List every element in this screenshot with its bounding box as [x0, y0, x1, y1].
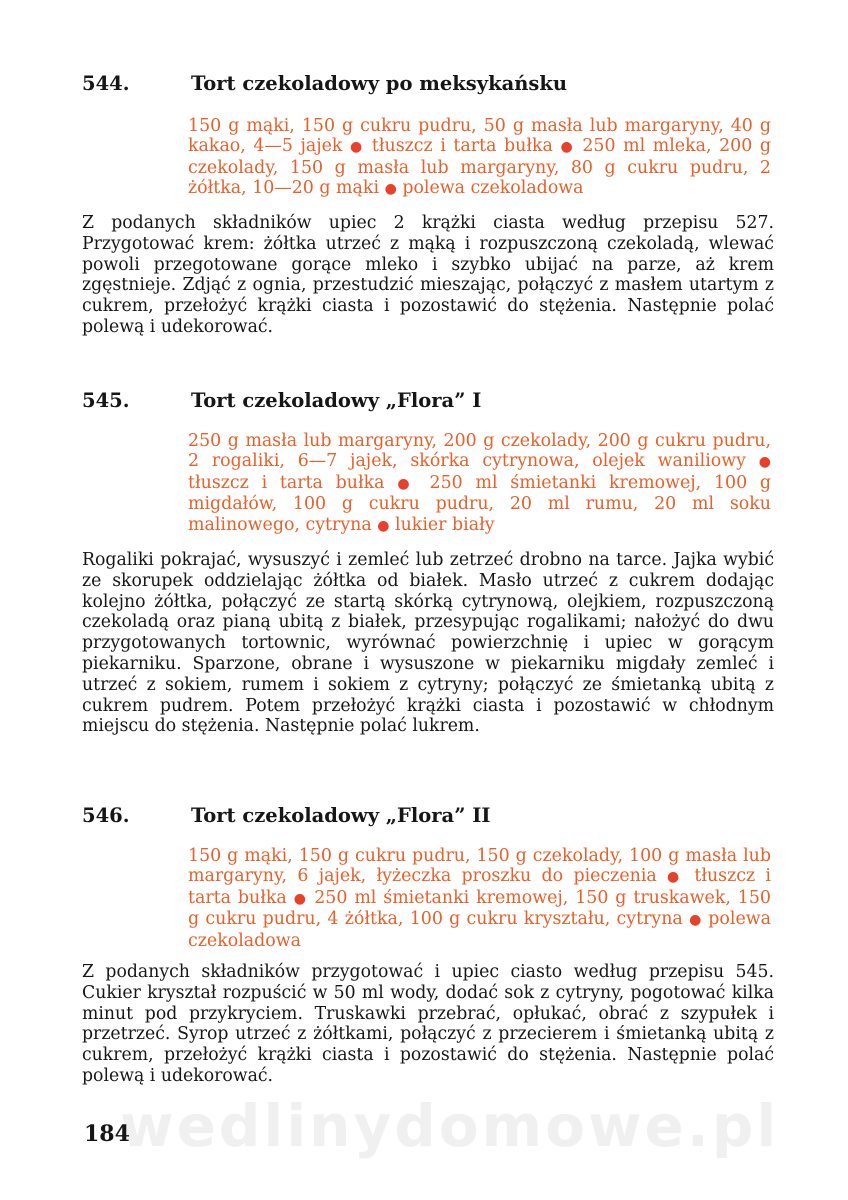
- recipe-title: Tort czekoladowy po meksykańsku: [191, 72, 568, 95]
- bullet-icon: ●: [689, 912, 703, 929]
- method-text: [82, 550, 774, 737]
- method-text: [82, 962, 774, 1087]
- ingredient-group: polewa czekoladowa: [402, 178, 584, 199]
- ingredient-group: tłuszcz i tarta bułka: [188, 472, 385, 493]
- recipe-title: Tort czekoladowy „Flora” I: [191, 389, 482, 412]
- ingredient-group: 250 ml śmietanki kremowej, 150 g truskawek, 150 g cukru pudru, 4 żółtka, 100 g cukru kryształu, cytryna: [188, 887, 771, 930]
- ingredient-group: tłuszcz i tarta bułka: [188, 866, 771, 908]
- ingredients-list: [188, 846, 771, 951]
- ingredient-group: tłuszcz i tarta bułka: [371, 136, 553, 157]
- recipe-number: 546.: [82, 804, 130, 827]
- bullet-icon: ●: [377, 517, 390, 534]
- ingredient-group: lukier biały: [395, 514, 495, 535]
- ingredients-list: [188, 431, 771, 536]
- bullet-icon: ●: [560, 139, 575, 156]
- method-paragraph: Z podanych składników upiec 2 krążki ciasta według przepisu 527. Przygotować krem: żółtka utrzeć z mąką i rozpuszczoną czekoladą, wlewać powoli przegotowane gorące mleko i szybko ubijać na parze, aż krem zgęstnieje. Zdjąć z ognia, przestudzić mieszając, połączyć z masłem utartym z cukrem, przełożyć krążki ciasta i pozostawić do stężenia. Następnie polać polewą i udekorować.: [82, 213, 774, 337]
- bullet-icon: ●: [667, 869, 685, 886]
- bullet-icon: ●: [350, 139, 365, 156]
- bullet-icon: ●: [758, 454, 771, 471]
- method-text: [82, 213, 774, 338]
- bullet-icon: ●: [293, 890, 308, 907]
- ingredient-group: 250 g masła lub margaryny, 200 g czekolady, 200 g cukru pudru, 2 rogaliki, 6—7 jajek, skórka cytrynowa, olejek waniliowy: [188, 431, 771, 472]
- site-watermark: wedlinydomowe.pl: [120, 1092, 780, 1160]
- recipe-title: Tort czekoladowy „Flora” II: [191, 804, 491, 827]
- bullet-icon: ●: [384, 181, 397, 198]
- ingredient-group: 150 g mąki, 150 g cukru pudru, 50 g masła lub margaryny, 40 g kakao, 4—5 jajek: [188, 116, 771, 157]
- ingredient-group: polewa czekoladowa: [188, 909, 772, 951]
- method-paragraph: Z podanych składników przygotować i upiec ciasto według przepisu 545. Cukier kryształ rozpuścić w 50 ml wody, dodać sok z cytryny, pogotować kilka minut pod przykryciem. Truskawki przebrać, opłukać, obrać z szypułek i przetrzeć. Syrop utrzeć z żółtkami, połączyć z przecierem i śmietanką ubitą z cukrem, przełożyć krążki ciasta i pozostawić do stężenia. Następnie polać polewą i udekorować.: [82, 962, 774, 1086]
- ingredient-group: 250 ml śmietanki kremowej, 100 g migdałów, 100 g cukru pudru, 20 ml rumu, 20 ml soku malinowego, cytryna: [188, 472, 772, 535]
- method-paragraph: Rogaliki pokrajać, wysuszyć i zemleć lub zetrzeć drobno na tarce. Jajka wybić ze skorupek oddzielając żółtka od białek. Masło utrzeć z cukrem dodając kolejno żółtka, połączyć ze startą skórką cytrynową, olejkiem, rozpuszczoną czekoladą oraz pianą ubitą z białek, przesypując rogalikami; nałożyć do dwu przygotowanych tortownic, wyrównać powierzchnię i upiec w gorącym piekarniku. Sparzone, obrane i wysuszone w piekarniku migdały zemleć i utrzeć z sokiem, rumem i sokiem z cytryny; połączyć ze śmietanką ubitą z cukrem pudrem. Potem przełożyć krążki ciasta i pozostawić w chłodnym miejscu do stężenia. Następnie polać lukrem.: [82, 550, 774, 737]
- ingredient-group: 250 ml mleka, 200 g czekolady, 150 g masła lub margaryny, 80 g cukru pudru, 2 żółtka, 10—20 g mąki: [188, 136, 771, 199]
- ingredients-list: [188, 116, 771, 200]
- ingredient-group: 150 g mąki, 150 g cukru pudru, 150 g czekolady, 100 g masła lub margaryny, 6 jajek, łyżeczka proszku do pieczenia: [188, 846, 771, 887]
- bullet-icon: ●: [397, 475, 417, 492]
- page-number: 184: [84, 1121, 130, 1147]
- recipe-number: 545.: [82, 389, 130, 412]
- recipe-number: 544.: [82, 72, 130, 95]
